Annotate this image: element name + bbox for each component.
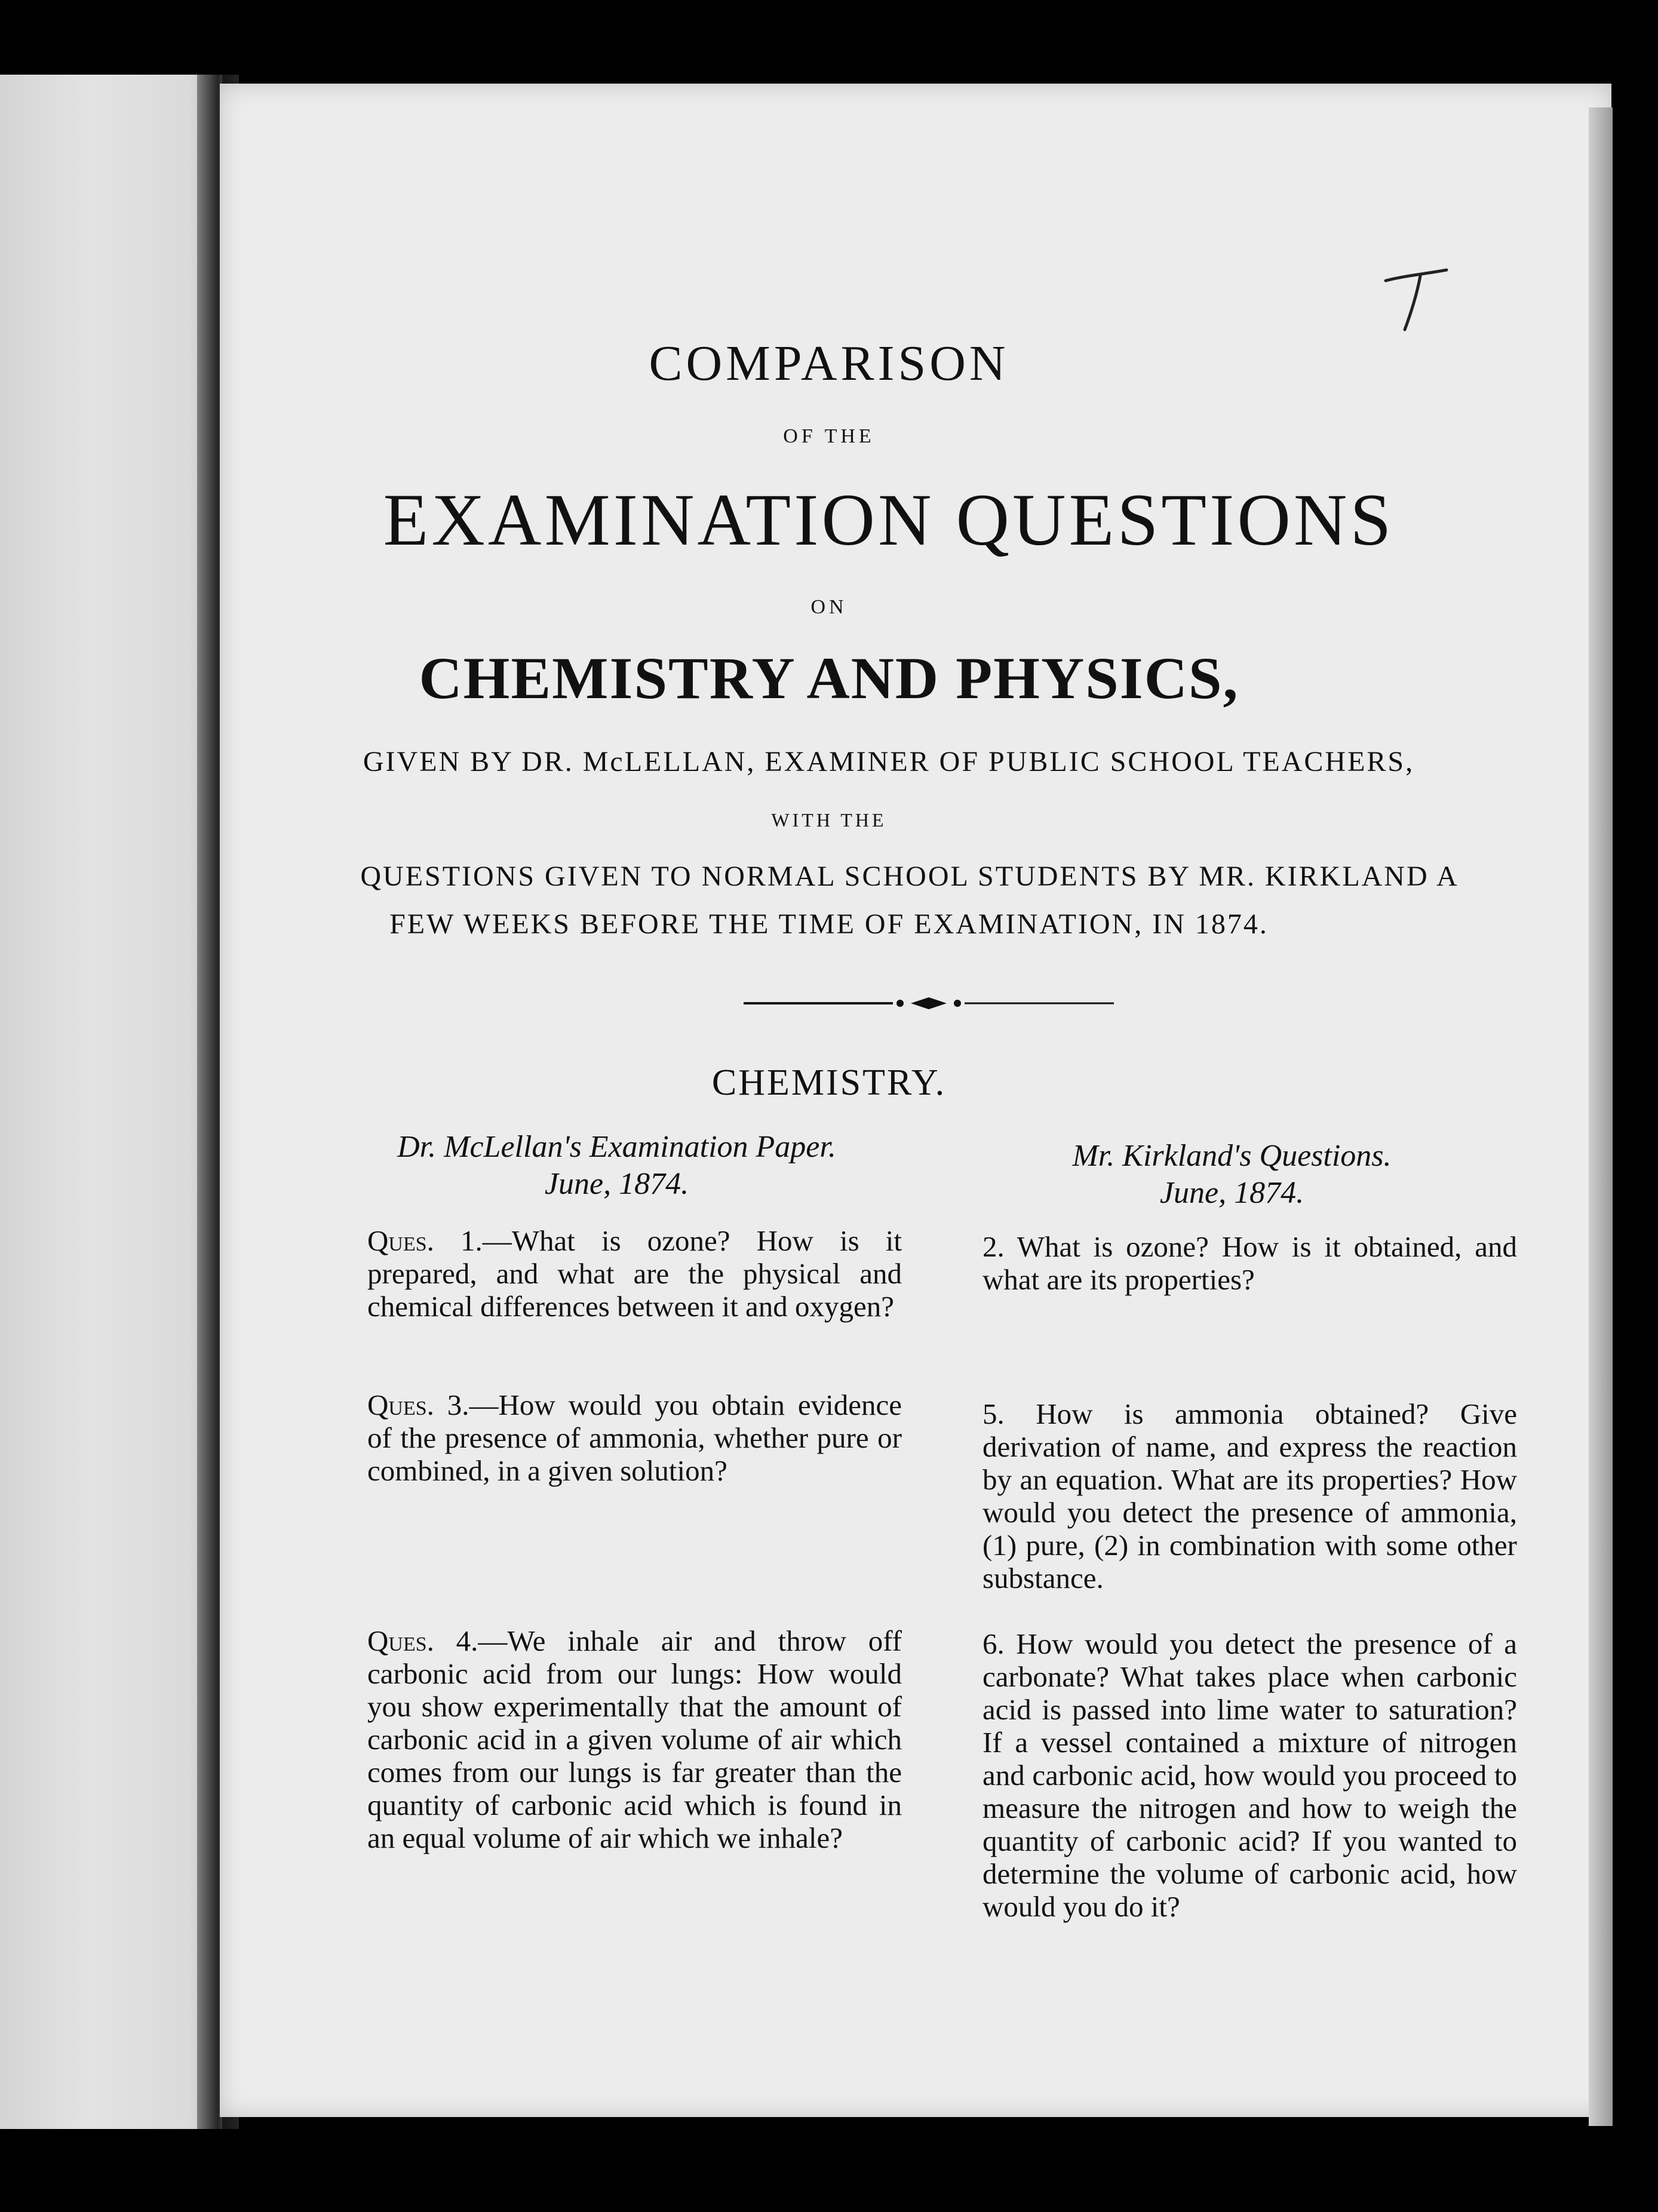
question-text: 6. How would you detect the presence of a carbonate? What takes place when carbonic acid is passed into lime water to saturation? If a vessel contained a mixture of nitrogen and carbonic acid, how would you proceed to measure the nitrogen and how to weigh the quantity of carbonic acid? If you wanted to determine the volume of carbonic acid, how would you do it? [982,1627,1517,1923]
title-examination-questions: EXAMINATION QUESTIONS [383,479,1395,561]
left-column-date: June, 1874. [544,1167,689,1201]
left-question-1 [331,1224,902,1323]
title-questions-line-1: QUESTIONS GIVEN TO NORMAL SCHOOL STUDENTS BY MR. KIRKLAND A [360,861,1459,892]
right-question-2 [947,1230,1517,1296]
ornamental-rule [744,991,1114,1015]
question-number: Ques. 1. [367,1224,483,1257]
question-text: —We inhale air and throw off carbonic acid from our lungs: How would you show experimentally that the amount of carbonic acid in a given volume of air which comes from our lungs is far greater than the quantity of carbonic acid which is found in an equal volume of air which we inhale? [367,1624,902,1854]
left-column-heading: Dr. McLellan's Examination Paper. [397,1130,836,1164]
title-on: ON [810,596,848,618]
question-text: —How would you obtain evidence of the presence of ammonia, whether pure or combined, in a given solution? [367,1388,902,1487]
right-column-heading: Mr. Kirkland's Questions. [1072,1139,1392,1173]
title-given-by: GIVEN BY DR. McLELLAN, EXAMINER OF PUBLIC SCHOOL TEACHERS, [363,746,1415,778]
section-heading-chemistry: CHEMISTRY. [711,1062,947,1103]
page-edge-shadow [1589,107,1613,2126]
right-column-date: June, 1874. [1159,1176,1304,1210]
pencil-mark-t [1380,263,1451,334]
left-question-3 [331,1388,902,1487]
left-column-header [331,1129,902,1203]
title-with-the: WITH THE [771,809,887,831]
question-text: —What is ozone? How is it prepared, and what are the physical and chemical differences between it and oxygen? [367,1224,902,1323]
question-number: Ques. 4. [367,1624,478,1657]
left-question-4 [331,1624,902,1854]
title-comparison: COMPARISON [649,336,1009,391]
question-number: Ques. 3. [367,1388,469,1421]
right-question-5 [947,1397,1517,1595]
question-text: 2. What is ozone? How is it obtained, and what are its properties? [982,1230,1517,1296]
question-text: 5. How is ammonia obtained? Give derivation of name, and express the reaction by an equation. What are its properties? How would you detect the presence of ammonia, (1) pure, (2) in combination with some other substance. [982,1397,1517,1595]
right-question-6 [947,1627,1517,1923]
title-chemistry-and-physics: CHEMISTRY AND PHYSICS, [419,645,1239,711]
title-of-the: OF THE [783,425,875,447]
title-questions-line-2: FEW WEEKS BEFORE THE TIME OF EXAMINATION, IN 1874. [389,908,1269,940]
right-column-header [947,1138,1517,1212]
